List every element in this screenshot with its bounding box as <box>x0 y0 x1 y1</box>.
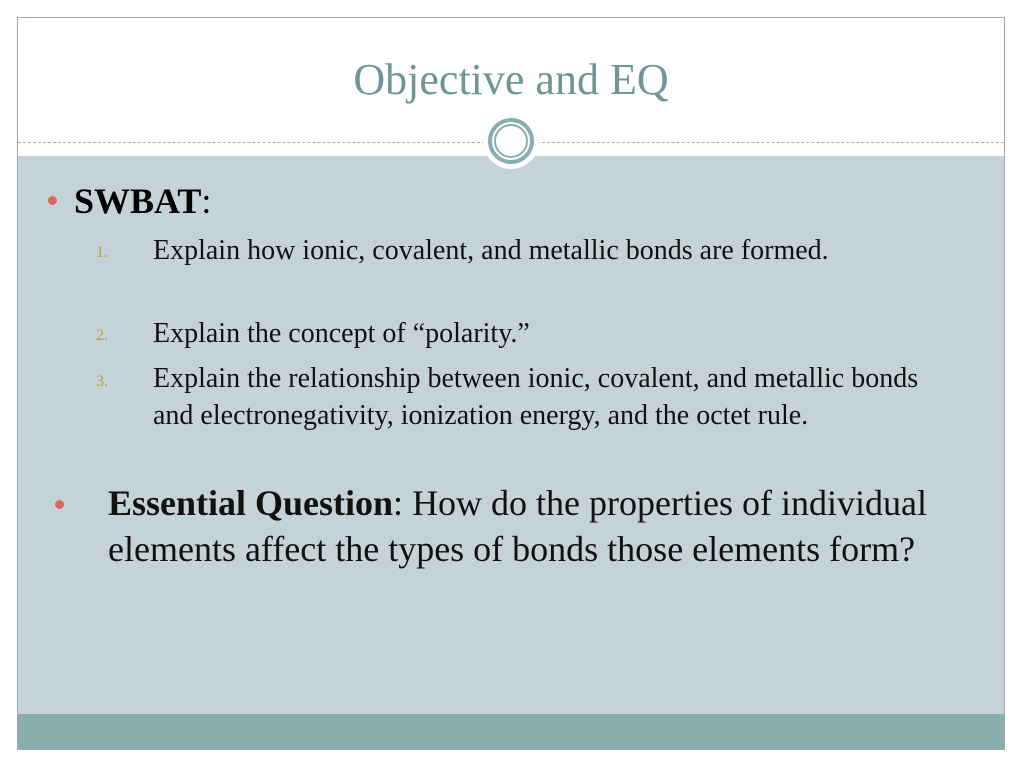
objective-item: Explain how ionic, covalent, and metallic bonds are formed. <box>153 235 829 266</box>
essential-question-label: Essential Question <box>108 483 394 523</box>
swbat-heading <box>74 180 211 222</box>
objective-number: 1. <box>96 244 108 261</box>
objective-number: 3. <box>96 373 108 390</box>
bullet-icon <box>55 500 64 509</box>
objective-item: Explain the concept of “polarity.” <box>153 318 530 349</box>
slide-title: Objective and EQ <box>353 55 669 104</box>
bullet-icon <box>48 196 57 205</box>
swbat-colon: : <box>201 181 212 221</box>
footer-band <box>18 714 1004 749</box>
essential-question-text: How do the properties of individual elements affect the types of bonds those elements form? <box>108 483 927 569</box>
objective-item: Explain the relationship between ionic, covalent, and metallic bonds and electronegativity, ionization energy, and the octet rule. <box>153 363 919 431</box>
objective-number: 2. <box>96 327 108 344</box>
essential-question <box>108 480 978 572</box>
ornament-inner-ring <box>494 124 528 158</box>
swbat-label: SWBAT <box>74 181 202 221</box>
essential-question-colon: : <box>393 483 404 523</box>
